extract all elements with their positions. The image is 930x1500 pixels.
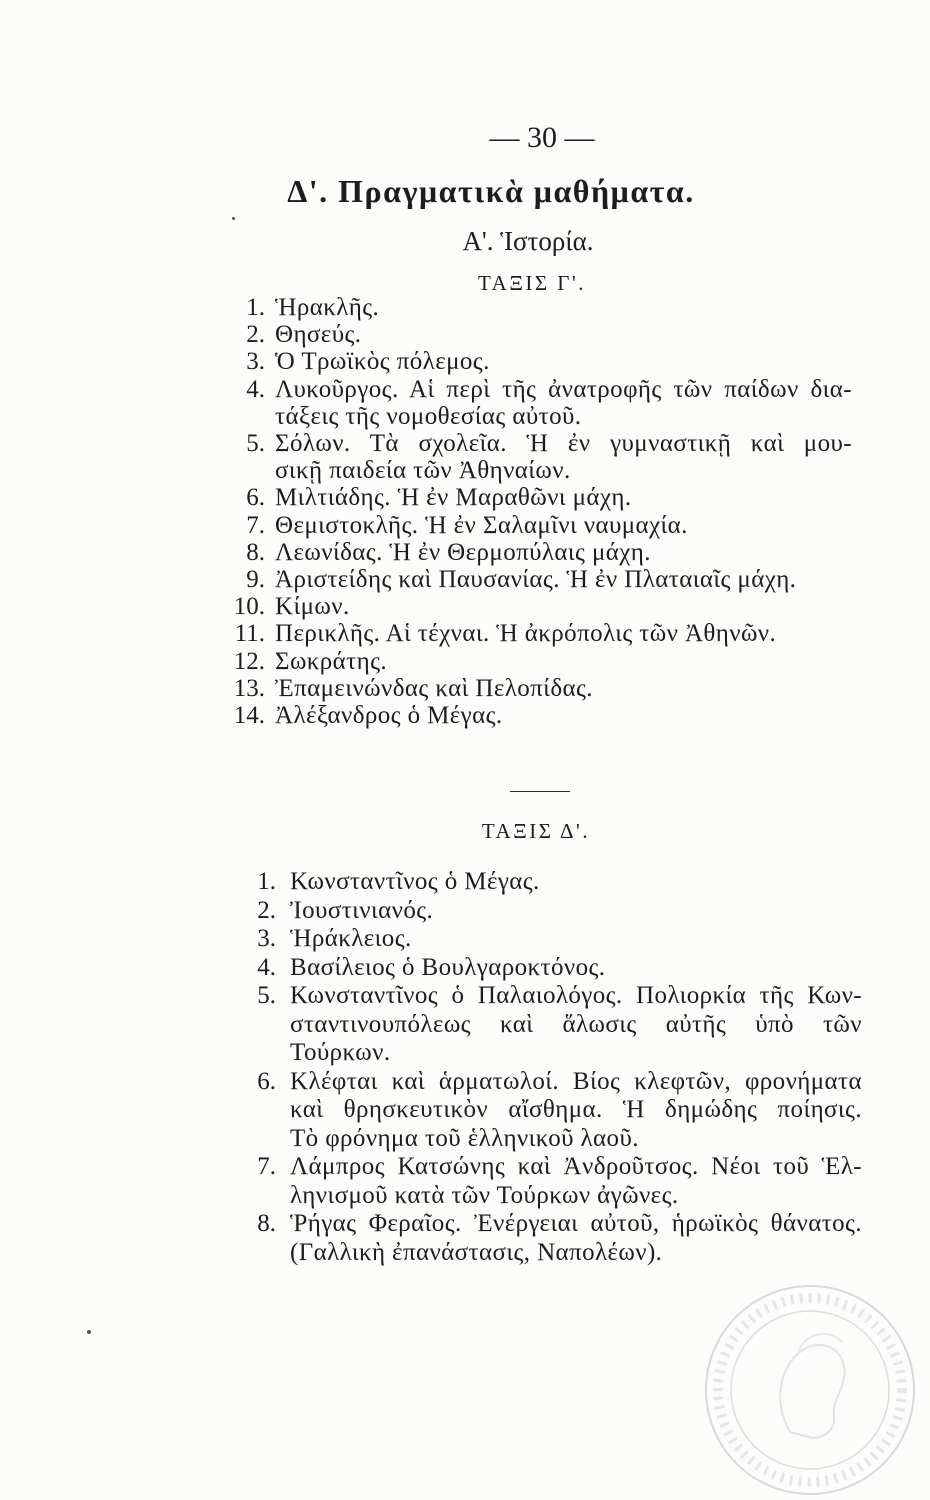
item-line (275, 430, 852, 457)
item-text: Βασίλειος ὁ Βουλγαροκτόνος. (290, 953, 606, 981)
item-line (290, 1182, 862, 1211)
class-d-item-5 (0, 982, 862, 1068)
item-text: Λεωνίδας. Ἡ ἐν Θερμοπύλαις μάχη. (275, 538, 651, 566)
class-d-list (0, 868, 862, 1267)
item-text: Τούρκων. (290, 1039, 391, 1066)
item-text: Σόλων. Τὰ σχολεῖα. Ἡ ἐν γυμναστικῇ καὶ μου- (275, 430, 852, 458)
item-line (275, 675, 852, 702)
class-d-item-3 (0, 925, 862, 954)
item-line (290, 925, 862, 954)
page-number: — 30 — (489, 121, 595, 154)
item-number: 11. (234, 620, 265, 648)
item-number: 1. (246, 294, 265, 321)
item-number: 2. (246, 321, 265, 349)
item-line (290, 1210, 862, 1239)
item-text: Ἐπαμεινώνδας καὶ Πελοπίδας. (275, 674, 593, 702)
class-c-item-2 (0, 321, 852, 348)
item-line (290, 954, 862, 983)
item-text: καὶ θρησκευτικὸν αἴσθημα. Ἡ δημώδης ποίησις. (290, 1096, 862, 1123)
item-line (275, 702, 852, 729)
section-divider (510, 791, 570, 792)
class-c-item-10 (0, 593, 852, 620)
item-text: Ἀριστείδης καὶ Παυσανίας. Ἡ ἐν Πλαταιαῖς μάχη. (275, 566, 797, 594)
class-c-item-1 (0, 294, 852, 321)
item-number: 8. (246, 538, 265, 566)
item-text: Ῥήγας Φεραῖος. Ἐνέργειαι αὐτοῦ, ἡρωϊκὸς θάνατος. (290, 1210, 862, 1237)
item-line (275, 484, 852, 511)
class-c-item-3 (0, 348, 852, 375)
item-text: Μιλτιάδης. Ἡ ἐν Μαραθῶνι μάχη. (275, 484, 632, 512)
item-text: Ὁ Τρωϊκὸς πόλεμος. (275, 348, 490, 376)
item-number: 1. (257, 868, 276, 895)
class-d-item-7 (0, 1153, 862, 1210)
item-number: 3. (246, 348, 265, 376)
item-text: ληνισμοῦ κατὰ τῶν Τούρκων ἀγῶνες. (290, 1181, 679, 1209)
item-line (275, 294, 852, 321)
item-text: Ἡράκλειος. (290, 925, 412, 952)
item-line (275, 348, 852, 375)
item-line (275, 648, 852, 675)
item-line (275, 457, 852, 484)
item-number: 5. (246, 430, 265, 458)
item-line (290, 1068, 862, 1097)
item-number: 7. (257, 1153, 276, 1180)
item-line (275, 620, 852, 647)
item-number: 10. (233, 593, 265, 621)
item-line (290, 868, 862, 897)
class-c-list (0, 294, 852, 729)
item-number: 4. (246, 375, 265, 403)
item-text: σταντινουπόλεως καὶ ἅλωσις αὐτῆς ὑπὸ τῶν (290, 1010, 862, 1038)
item-line (275, 376, 852, 403)
class-c-item-9 (0, 566, 852, 593)
item-line (275, 403, 852, 430)
item-text: Κωνσταντῖνος ὁ Παλαιολόγος. Πολιορκία τῆς Κων- (290, 982, 862, 1009)
library-seal-stamp (702, 1282, 918, 1498)
scan-speck (87, 1330, 91, 1334)
item-line (290, 982, 862, 1011)
class-c-heading: ΤΑΞΙΣ Γ'. (478, 271, 586, 295)
item-line (290, 1096, 862, 1125)
item-number: 2. (257, 896, 276, 924)
item-number: 6. (246, 484, 265, 512)
item-text: (Γαλλικὴ ἐπανάστασις, Ναπολέων). (290, 1238, 663, 1266)
class-d-item-4 (0, 954, 862, 983)
class-d-item-1 (0, 868, 862, 897)
item-text: Θεμιστοκλῆς. Ἡ ἐν Σαλαμῖνι ναυμαχία. (275, 511, 688, 539)
class-c-item-6 (0, 484, 852, 511)
item-number: 12. (233, 647, 265, 675)
item-number: 9. (246, 566, 265, 594)
item-text: Ἡρακλῆς. (275, 294, 380, 321)
item-text: Κίμων. (275, 593, 350, 621)
item-line (275, 321, 852, 348)
item-line (275, 539, 852, 566)
subsection-title: Α'. Ἱστορία. (462, 226, 594, 256)
item-number: 7. (246, 511, 265, 539)
item-line (275, 566, 852, 593)
item-text: Σωκράτης. (275, 647, 388, 675)
item-text: Κλέφται καὶ ἁρματωλοί. Βίος κλεφτῶν, φρονήματα (290, 1067, 862, 1095)
item-text: Περικλῆς. Αἱ τέχναι. Ἡ ἀκρόπολις τῶν Ἀθηνῶν. (275, 620, 777, 648)
item-number: 3. (257, 925, 276, 952)
class-c-item-14 (0, 702, 852, 729)
item-line (290, 1011, 862, 1040)
item-number: 13. (233, 674, 265, 702)
class-c-item-8 (0, 539, 852, 566)
item-number: 14. (233, 702, 265, 730)
item-text: Λυκοῦργος. Αἱ περὶ τῆς ἀνατροφῆς τῶν παίδων δια- (275, 375, 852, 403)
class-c-item-11 (0, 620, 852, 647)
item-text: Ἰουστινιανός. (290, 896, 434, 924)
class-d-heading: ΤΑΞΙΣ Δ'. (481, 819, 591, 843)
section-title: Δ'. Πραγματικὰ μαθήματα. (287, 173, 695, 209)
item-number: 8. (257, 1210, 276, 1237)
class-c-item-13 (0, 675, 852, 702)
item-line (290, 1125, 862, 1154)
item-text: Θησεύς. (275, 321, 362, 349)
class-c-item-5 (0, 430, 852, 484)
class-d-item-2 (0, 897, 862, 926)
scan-speck (232, 217, 235, 220)
class-d-item-6 (0, 1068, 862, 1154)
item-line (290, 1039, 862, 1068)
item-text: Κωνσταντῖνος ὁ Μέγας. (290, 868, 540, 895)
class-c-item-12 (0, 648, 852, 675)
item-number: 6. (257, 1067, 276, 1095)
item-line (290, 1153, 862, 1182)
class-d-item-8 (0, 1210, 862, 1267)
class-c-item-7 (0, 512, 852, 539)
item-line (275, 512, 852, 539)
item-text: Ἀλέξανδρος ὁ Μέγας. (275, 702, 503, 730)
item-text: τάξεις τῆς νομοθεσίας αὐτοῦ. (275, 402, 582, 430)
item-text: Τὸ φρόνημα τοῦ ἑλληνικοῦ λαοῦ. (290, 1124, 639, 1152)
item-line (290, 1239, 862, 1268)
item-line (275, 593, 852, 620)
item-text: Λάμπρος Κατσώνης καὶ Ἀνδροῦτσος. Νέοι τοῦ Ἑλ- (290, 1153, 862, 1180)
item-number: 4. (257, 953, 276, 981)
item-text: σικῇ παιδεία τῶν Ἀθηναίων. (275, 457, 571, 485)
class-c-item-4 (0, 376, 852, 430)
item-number: 5. (257, 982, 276, 1009)
item-line (290, 897, 862, 926)
